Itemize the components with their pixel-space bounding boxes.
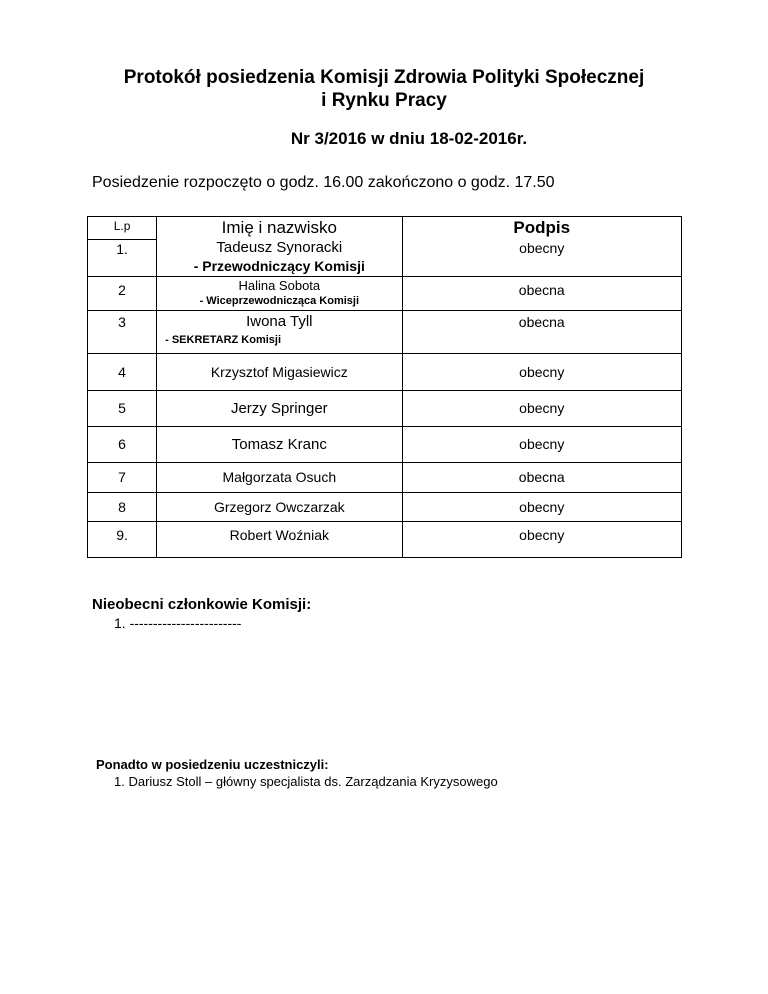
member-name: Grzegorz Owczarzak	[157, 492, 402, 521]
absent-members-item: 1. ------------------------	[114, 615, 242, 631]
row-signature: obecny	[402, 492, 681, 521]
member-name: Tadeusz Synoracki	[216, 239, 343, 256]
row-signature: obecny	[402, 521, 681, 557]
row-lp: 5	[88, 390, 157, 426]
row-signature: obecny	[402, 239, 681, 276]
member-name: Krzysztof Migasiewicz	[157, 353, 402, 390]
table-row	[88, 521, 682, 557]
table-row	[88, 239, 682, 276]
meeting-times: Posiedzenie rozpoczęto o godz. 16.00 zakończono o godz. 17.50	[92, 174, 555, 191]
guests-heading: Ponadto w posiedzeniu uczestniczyli:	[96, 757, 329, 772]
row-signature: obecny	[402, 426, 681, 462]
row-signature: obecny	[402, 390, 681, 426]
row-lp: 2	[88, 276, 157, 310]
row-signature: obecna	[402, 310, 681, 353]
document-title-line1: Protokół posiedzenia Komisji Zdrowia Polityki Społecznej	[123, 67, 645, 88]
guests-item: 1. Dariusz Stoll – główny specjalista ds. Zarządzania Kryzysowego	[114, 774, 498, 789]
member-role: - Wiceprzewodnicząca Komisji	[199, 294, 360, 307]
row-lp: 8	[88, 492, 157, 521]
row-signature: obecna	[402, 462, 681, 492]
absent-members-heading: Nieobecni członkowie Komisji:	[92, 596, 312, 613]
attendance-table	[87, 216, 682, 558]
member-name: Tomasz Kranc	[157, 426, 402, 462]
row-lp: 3	[88, 310, 157, 353]
document-title-line2: i Rynku Pracy	[321, 90, 447, 111]
row-lp: 1.	[88, 239, 157, 276]
header-signature: Podpis	[402, 217, 681, 240]
header-name: Imię i nazwisko	[157, 217, 402, 240]
table-row	[88, 462, 682, 492]
member-role: - Przewodniczący Komisji	[193, 258, 365, 274]
table-row	[88, 310, 682, 353]
row-lp: 4	[88, 353, 157, 390]
row-name-cell	[157, 276, 402, 310]
row-name-cell	[157, 239, 402, 276]
protocol-number: Nr 3/2016 w dniu 18-02-2016r.	[290, 129, 528, 148]
row-signature: obecny	[402, 353, 681, 390]
row-lp: 9.	[88, 521, 157, 557]
row-signature: obecna	[402, 276, 681, 310]
table-row	[88, 426, 682, 462]
table-row	[88, 390, 682, 426]
header-lp: L.p	[88, 217, 157, 240]
member-name: Iwona Tyll	[246, 312, 313, 330]
table-header-row	[88, 217, 682, 240]
table-row	[88, 492, 682, 521]
member-name: Małgorzata Osuch	[157, 462, 402, 492]
table-row	[88, 353, 682, 390]
member-name: Halina Sobota	[238, 277, 321, 293]
row-lp: 7	[88, 462, 157, 492]
member-name: Jerzy Springer	[157, 390, 402, 426]
row-name-cell	[157, 310, 402, 353]
member-role: - SEKRETARZ Komisji	[165, 333, 282, 346]
member-name: Robert Woźniak	[157, 521, 402, 557]
table-row	[88, 276, 682, 310]
row-lp: 6	[88, 426, 157, 462]
